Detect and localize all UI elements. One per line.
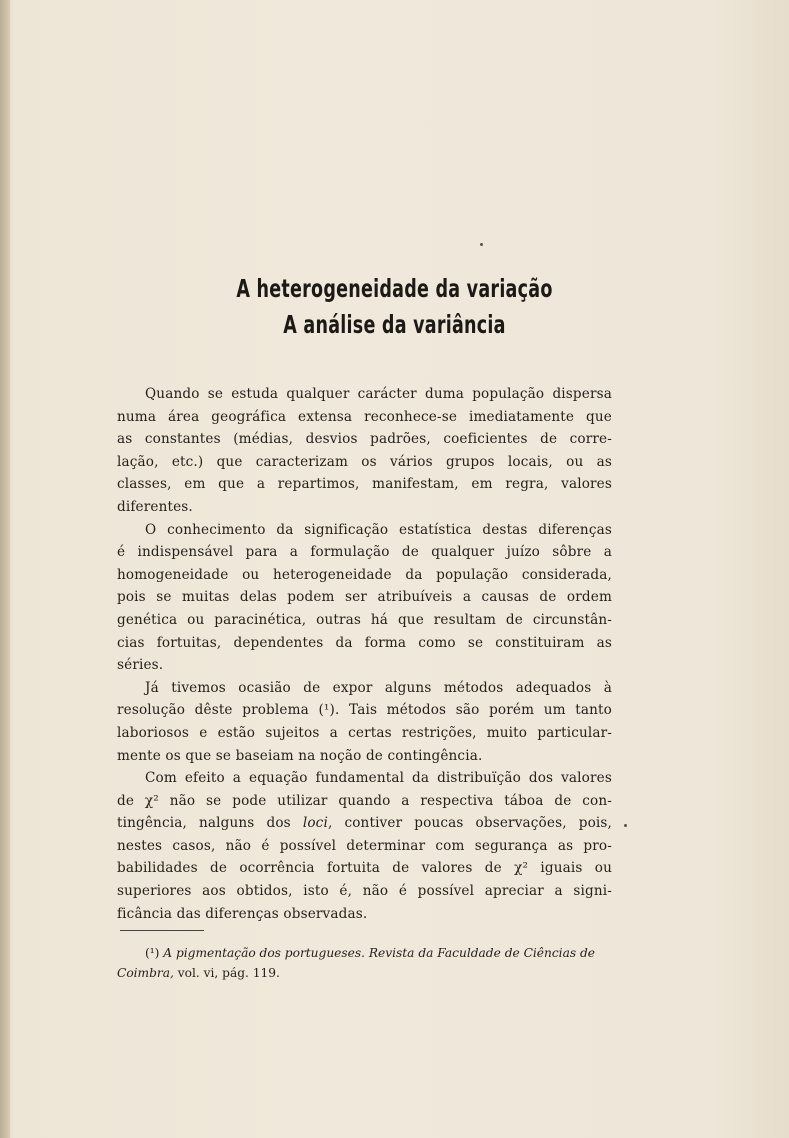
text-line: lação, etc.) que caracterizam os vários grupos locais, ou as — [117, 453, 612, 470]
text-line: superiores aos obtidos, isto é, não é possível apreciar a signi- — [117, 883, 612, 900]
text-line: Com efeito a equação fundamental da distribuïção dos valores — [145, 770, 612, 787]
text-line: classes, em que a repartimos, manifestam, em regra, valores — [117, 476, 612, 493]
text-line: nestes casos, não é possível determinar com segurança as pro- — [117, 837, 612, 854]
title-line-1: A heterogeneidade da variação — [236, 274, 553, 303]
text-line: laboriosos e estão sujeitos a certas restrições, muito particular- — [117, 724, 612, 741]
footnote-journal-city: Coimbra, — [117, 966, 174, 980]
footnote-title: A pigmentação dos portugueses. — [163, 946, 365, 960]
article-title — [0, 271, 789, 343]
footnote-marker: (¹) — [145, 946, 160, 960]
article-body — [117, 383, 612, 925]
footnote-journal: Revista da Faculdade de Ciências de — [368, 946, 595, 960]
text-line: séries. — [117, 657, 164, 674]
text-line: O conhecimento da significação estatística destas diferenças — [145, 521, 612, 538]
text-line: ficância das diferenças observadas. — [117, 905, 368, 922]
text-line: pois se muitas delas podem ser atribuíveis a causas de ordem — [117, 589, 612, 606]
text-line: diferentes. — [117, 498, 193, 515]
text-line: homogeneidade ou heterogeneidade da população considerada, — [117, 566, 612, 583]
text-line: genética ou paracinética, outras há que resultam de circunstân- — [117, 611, 612, 628]
text-line: tingência, nalguns dos loci, contiver poucas observações, pois, — [117, 815, 612, 832]
page-binding-edge — [0, 0, 10, 1138]
footnote-rule — [120, 930, 204, 931]
text-line: cias fortuitas, dependentes da forma como se constituiram as — [117, 634, 612, 651]
footnote-line-1 — [117, 943, 612, 963]
title-line-2: A análise da variância — [283, 310, 506, 339]
text-line: Já tivemos ocasião de expor alguns métodos adequados à — [145, 679, 612, 696]
footnote-line-2 — [117, 963, 612, 983]
footnote — [117, 943, 612, 983]
text-line: Quando se estuda qualquer carácter duma população dispersa — [145, 386, 612, 402]
paragraph — [117, 677, 612, 767]
footnote-volume: vol. vi, pág. 119. — [177, 966, 280, 980]
text-line: de χ² não se pode utilizar quando a respectiva táboa de con- — [117, 792, 612, 809]
speck — [480, 243, 483, 246]
text-line: as constantes (médias, desvios padrões, coeficientes de corre- — [117, 431, 612, 448]
text-line: resolução dêste problema (¹). Tais métodos são porém um tanto — [117, 702, 612, 719]
text-line: mente os que se baseiam na noção de contingência. — [117, 747, 483, 764]
text-line: babilidades de ocorrência fortuita de valores de χ² iguais ou — [117, 860, 612, 877]
speck — [624, 824, 627, 827]
paragraph — [117, 767, 612, 925]
text-line: é indispensável para a formulação de qualquer juízo sôbre a — [117, 544, 612, 561]
text-line: numa área geográfica extensa reconhece-se imediatamente que — [117, 408, 612, 425]
paragraph — [117, 519, 612, 677]
paragraph — [117, 383, 612, 519]
